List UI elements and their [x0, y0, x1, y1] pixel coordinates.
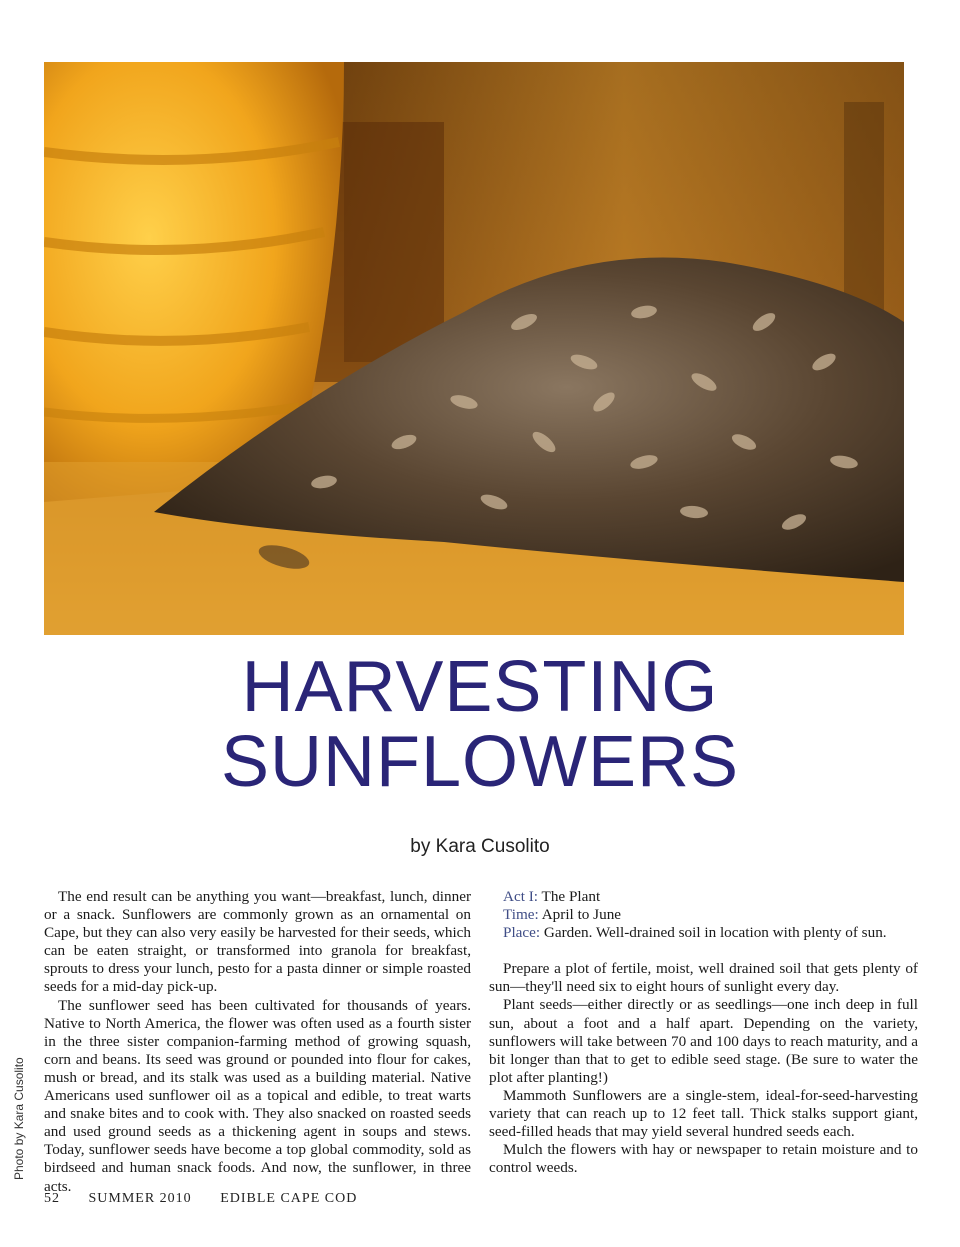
paragraph: Plant seeds—either directly or as seedlings—one inch deep in full sun, about a foot and a half apart. Depending on the variety, sunflowers will take between 70 and 100 days to reach maturity, and a bit longer than that to get to edible seed stage. (Be sure to water the plot after planting!) — [489, 996, 918, 1086]
act-heading — [489, 888, 918, 906]
article-title-line2: SUNFLOWERS — [220, 722, 740, 802]
time-line — [489, 906, 918, 924]
act-label: Act I: — [503, 888, 539, 905]
paragraph: Prepare a plot of fertile, moist, well drained soil that gets plenty of sun—they'll need six to eight hours of sunlight every day. — [489, 960, 918, 996]
place-label: Place: — [503, 924, 541, 942]
byline: by Kara Cusolito — [410, 836, 550, 857]
article-title — [0, 647, 960, 802]
page-number: 52 — [44, 1191, 60, 1206]
hero-photo-sunflower-seeds — [44, 62, 904, 635]
page-footer — [44, 1191, 381, 1207]
time-value: April to June — [541, 906, 622, 924]
left-column — [44, 888, 471, 1196]
issue-date: SUMMER 2010 — [88, 1191, 192, 1206]
paragraph: The end result can be anything you want—breakfast, lunch, dinner or a snack. Sunflowers are commonly grown as an ornamental on Cape, but they can also very easily be harvested for their seeds, which can be eaten straight, or transformed into granola for breakfast, sprouts to dress your lunch, pesto for a pasta dinner or simple roasted seeds for a mid-day pick-up. — [44, 888, 471, 996]
place-value: Garden. Well-drained soil in location with plenty of sun. — [543, 924, 887, 942]
article-title-line1: HARVESTING — [241, 647, 719, 727]
paragraph: Mammoth Sunflowers are a single-stem, ideal-for-seed-harvesting variety that can reach up to 12 feet tall. Thick stalks support giant, seed-filled heads that may yield several hundred seeds each. — [489, 1086, 918, 1141]
publication-name: EDIBLE CAPE COD — [220, 1191, 358, 1206]
place-line — [489, 924, 918, 942]
photo-credit: Photo by Kara Cusolito — [12, 1057, 26, 1180]
act-value: The Plant — [541, 888, 601, 905]
seed-pile-illustration — [44, 62, 904, 635]
time-label: Time: — [503, 906, 539, 924]
paragraph: Mulch the flowers with hay or newspaper to retain moisture and to control weeds. — [489, 1141, 918, 1177]
right-column — [489, 888, 918, 1177]
section-spacer — [489, 942, 918, 960]
paragraph: The sunflower seed has been cultivated for thousands of years. Native to North America, the flower was often used as a fourth sister in the three sister companion-farming method of growing squash, corn and beans. Its seed was ground or pounded into flour for cakes, mush or bread, and its stalk was used as a building material. Native Americans used sunflower oil as a topical and edible, to treat warts and snake bites and to cook with. They also snacked on roasted seeds and used ground seeds as a thickening agent in soups and stews. Today, sunflower seeds have become a top global commodity, sold as birdseed and human snack foods. And now, the sunflower, in three acts. — [44, 996, 471, 1195]
